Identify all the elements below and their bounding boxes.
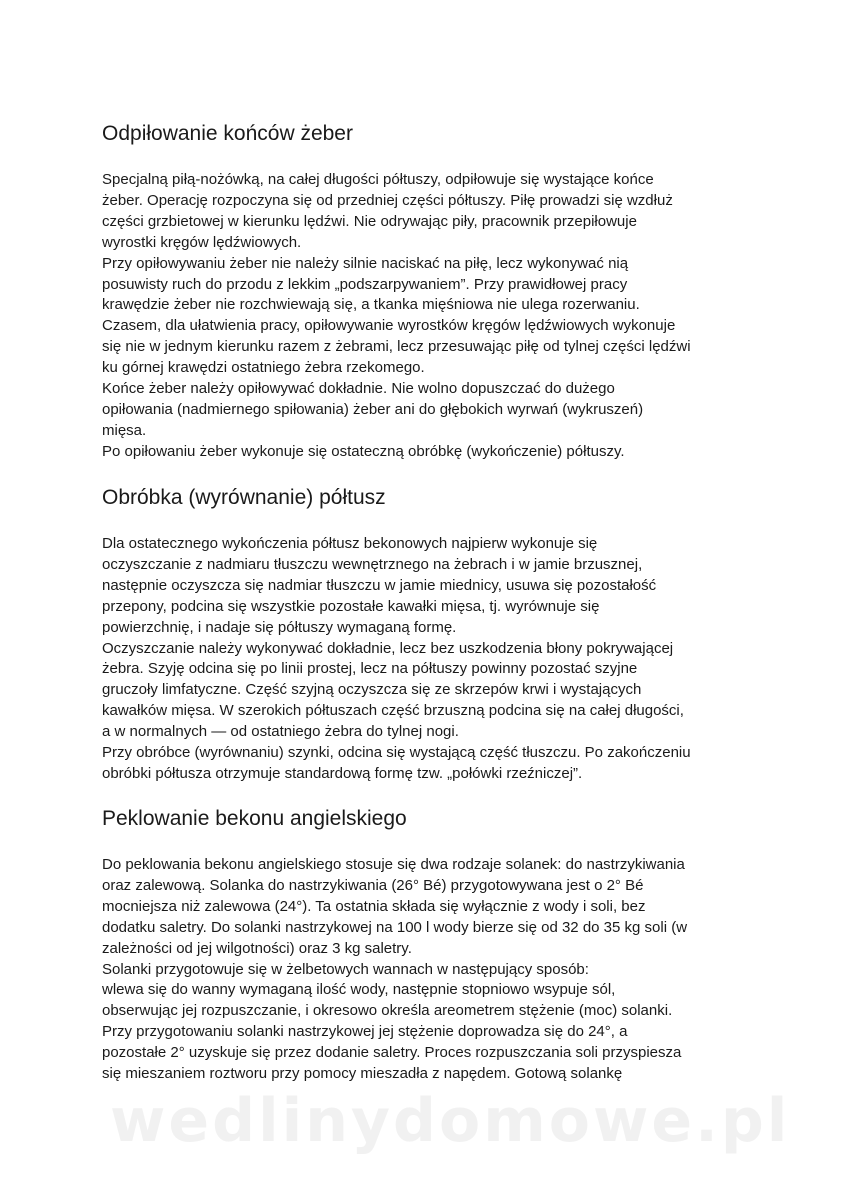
section-heading: Peklowanie bekonu angielskiego — [102, 807, 407, 830]
section-heading: Odpiłowanie końców żeber — [102, 122, 353, 145]
text-line: Dla ostatecznego wykończenia półtusz bekonowych najpierw wykonuje się — [102, 535, 598, 552]
text-line: zależności od jej wilgotności) oraz 3 kg saletry. — [102, 939, 412, 957]
text-line: mocniejsza niż zalewowa (24°). Ta ostatnia składa się wyłącznie z wody i soli, bez — [102, 897, 646, 915]
text-line: oczyszczanie z nadmiaru tłuszczu wewnętrznego na żebrach i w jamie brzusznej, — [102, 555, 643, 573]
text-line: następnie oczyszcza się nadmiar tłuszczu w jamie miednicy, usuwa się pozostałość — [102, 576, 657, 594]
text-line: żeber. Operację rozpoczyna się od przedniej części półtuszy. Piłę prowadzi się wzdłuż — [102, 191, 673, 209]
section-body — [102, 534, 782, 785]
text-line: oraz zalewową. Solanka do nastrzykiwania (26° Bé) przygotowywana jest o 2° Bé — [102, 876, 644, 894]
text-line: Oczyszczanie należy wykonywać dokładnie, lecz bez uszkodzenia błony pokrywającej — [102, 639, 674, 657]
section-body — [102, 170, 782, 463]
text-line: Końce żeber należy opiłowywać dokładnie. Nie wolno dopuszczać do dużego — [102, 380, 615, 398]
section-heading: Obróbka (wyrównanie) półtusz — [102, 486, 386, 509]
section-peklowanie — [102, 803, 782, 1085]
text-line: Przy opiłowywaniu żeber nie należy silnie naciskać na piłę, lecz wykonywać nią — [102, 254, 629, 272]
text-line: powierzchnię, i nadaje się półtuszy wymaganą formę. — [102, 618, 457, 636]
text-line: przepony, podcina się wszystkie pozostałe kawałki mięsa, tj. wyrównuje się — [102, 597, 600, 615]
text-line: Przy przygotowaniu solanki nastrzykowej jej stężenie doprowadza się do 24°, a — [102, 1023, 628, 1041]
text-line: posuwisty ruch do przodu z lekkim „podszarpywaniem”. Przy prawidłowej pracy — [102, 275, 628, 293]
text-line: dodatku saletry. Do solanki nastrzykowej na 100 l wody bierze się od 32 do 35 kg soli (w — [102, 918, 688, 936]
text-line: Czasem, dla ułatwienia pracy, opiłowywanie wyrostków kręgów lędźwiowych wykonuje — [102, 317, 676, 335]
text-line: a w normalnych — od ostatniego żebra do tylnej nogi. — [102, 723, 459, 741]
watermark: wedlinydomowe.pl — [110, 1086, 791, 1156]
text-line: Po opiłowaniu żeber wykonuje się ostateczną obróbkę (wykończenie) półtuszy. — [102, 442, 625, 460]
text-line: ku górnej krawędzi ostatniego żebra rzekomego. — [102, 359, 425, 377]
text-line: kawałków mięsa. W szerokich półtuszach część brzuszną podcina się na całej długości, — [102, 702, 684, 720]
text-line: gruczoły limfatyczne. Część szyjną oczyszcza się ze skrzepów krwi i wystających — [102, 681, 642, 699]
text-line: Przy obróbce (wyrównaniu) szynki, odcina się wystającą część tłuszczu. Po zakończeniu — [102, 744, 691, 762]
section-obrobka — [102, 482, 782, 785]
text-line: obserwując jej rozpuszczanie, i okresowo określa areometrem stężenie (moc) solanki. — [102, 1002, 673, 1020]
text-line: wlewa się do wanny wymaganą ilość wody, następnie stopniowo wsypuje sól, — [102, 981, 616, 999]
text-line: żebra. Szyję odcina się po linii prostej, lecz na półtuszy powinny pozostać szyjne — [102, 660, 638, 678]
text-line: Solanki przygotowuje się w żelbetowych wannach w następujący sposób: — [102, 960, 589, 978]
text-line: opiłowania (nadmiernego spiłowania) żeber ani do głębokich wyrwań (wykruszeń) — [102, 400, 644, 418]
text-line: części grzbietowej w kierunku lędźwi. Nie odrywając piły, pracownik przepiłowuje — [102, 212, 637, 230]
text-line: krawędzie żeber nie rozchwiewają się, a tkanka mięśniowa nie ulega rozerwaniu. — [102, 296, 640, 314]
section-body — [102, 855, 782, 1085]
text-line: Specjalną piłą-nożówką, na całej długości półtuszy, odpiłowuje się wystające końce — [102, 171, 654, 188]
text-line: się mieszaniem roztworu przy pomocy mieszadła z napędem. Gotową solankę — [102, 1065, 623, 1083]
text-line: mięsa. — [102, 421, 147, 439]
text-line: się nie w jednym kierunku razem z żebrami, lecz przesuwając piłę od tylnej części lędźwi — [102, 338, 691, 356]
text-line: Do peklowania bekonu angielskiego stosuje się dwa rodzaje solanek: do nastrzykiwania — [102, 856, 685, 873]
text-line: pozostałe 2° uzyskuje się przez dodanie saletry. Proces rozpuszczania soli przyspiesza — [102, 1044, 682, 1062]
section-odpilowanie — [102, 118, 782, 463]
text-line: wyrostki kręgów lędźwiowych. — [102, 233, 302, 251]
text-line: obróbki półtusza otrzymuje standardową formę tzw. „połówki rzeźniczej”. — [102, 764, 583, 782]
